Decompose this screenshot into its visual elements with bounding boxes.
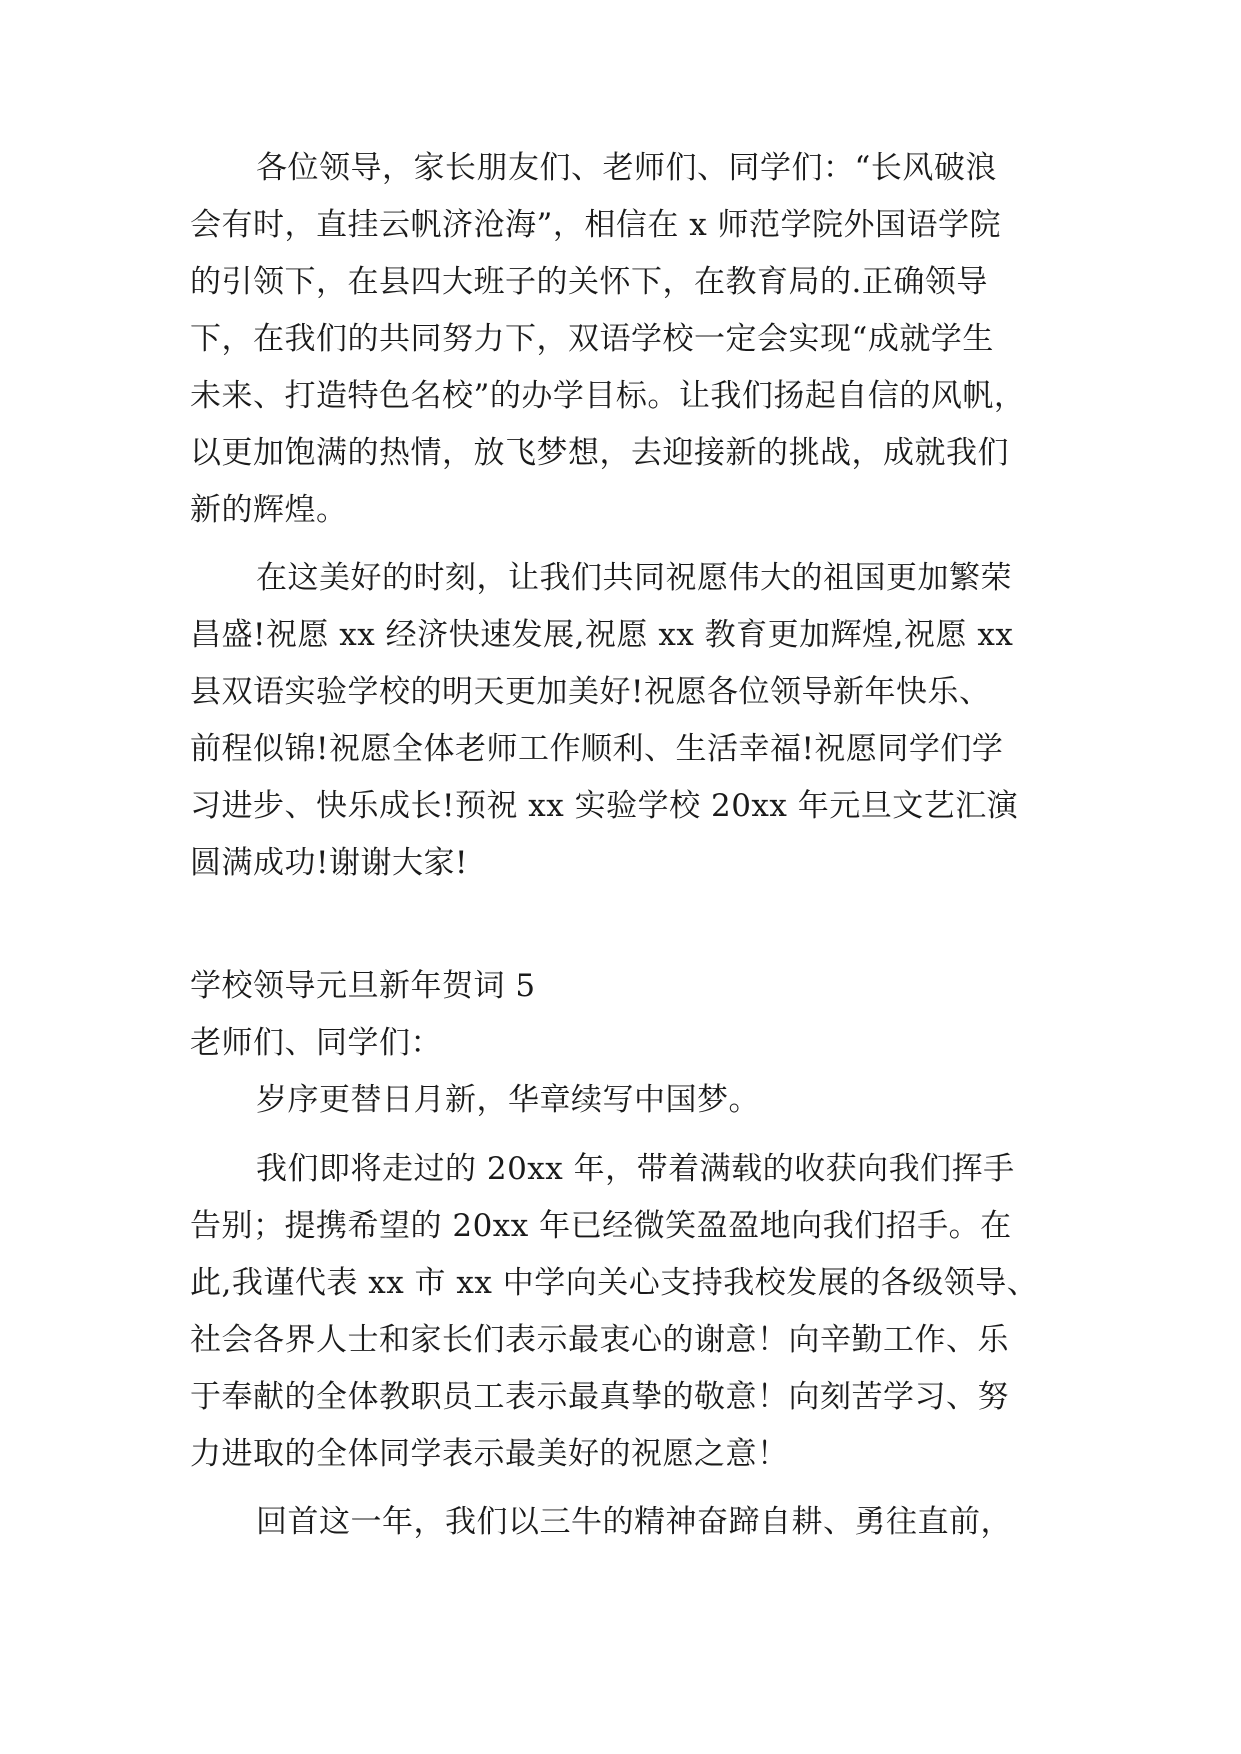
text-line: 前程似锦!祝愿全体老师工作顺利、生活幸福!祝愿同学们学 [190,731,1004,767]
text-line: 告别；提携希望的 20xx 年已经微笑盈盈地向我们招手。在 [190,1208,1012,1244]
section-title: 学校领导元旦新年贺词 5 [190,968,536,1004]
text-line: 于奉献的全体教职员工表示最真挚的敬意！向刻苦学习、努 [190,1379,1009,1415]
text-line: 回首这一年，我们以三牛的精神奋蹄自耕、勇往直前， [256,1504,1012,1540]
text-line: 我们即将走过的 20xx 年，带着满载的收获向我们挥手 [256,1151,1015,1187]
text-line: 习进步、快乐成长!预祝 xx 实验学校 20xx 年元旦文艺汇演 [190,788,1019,824]
text-line: 昌盛!祝愿 xx 经济快速发展,祝愿 xx 教育更加辉煌,祝愿 xx [190,617,1014,653]
text-line: 会有时，直挂云帆济沧海”，相信在 x 师范学院外国语学院 [190,207,1002,243]
text-line: 力进取的全体同学表示最美好的祝愿之意！ [190,1436,789,1472]
salutation: 老师们、同学们： [190,1025,442,1061]
text-line: 圆满成功!谢谢大家! [190,845,468,881]
text-line: 社会各界人士和家长们表示最衷心的谢意！向辛勤工作、乐 [190,1322,1009,1358]
text-line: 县双语实验学校的明天更加美好!祝愿各位领导新年快乐、 [190,674,991,710]
text-line: 以更加饱满的热情，放飞梦想，去迎接新的挑战，成就我们 [190,435,1009,471]
text-line: 下，在我们的共同努力下，双语学校一定会实现“成就学生 [190,321,994,357]
text-line: 的引领下，在县四大班子的关怀下，在教育局的.正确领导 [190,264,988,300]
text-line: 岁序更替日月新，华章续写中国梦。 [256,1082,760,1118]
text-line: 各位领导，家长朋友们、老师们、同学们：“长风破浪 [256,150,997,186]
text-line: 此,我谨代表 xx 市 xx 中学向关心支持我校发展的各级领导、 [190,1265,1039,1301]
text-line: 未来、打造特色名校”的办学目标。让我们扬起自信的风帆， [190,378,1026,414]
text-line: 在这美好的时刻，让我们共同祝愿伟大的祖国更加繁荣 [256,560,1012,596]
text-line: 新的辉煌。 [190,492,348,528]
